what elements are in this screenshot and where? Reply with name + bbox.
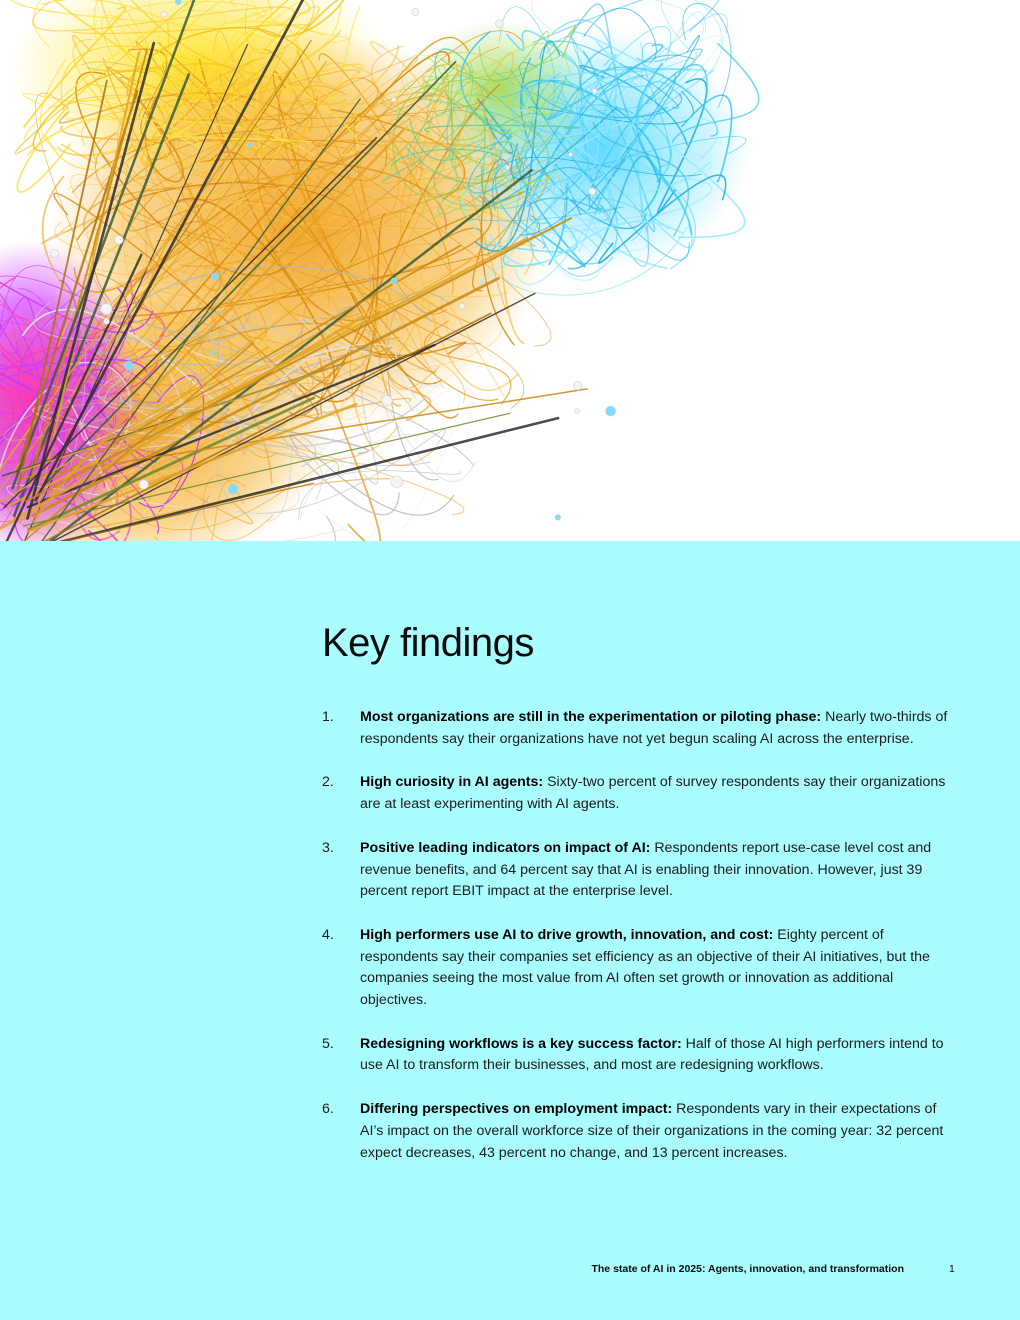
finding-lead: Differing perspectives on employment impact:: [360, 1101, 677, 1118]
finding-body: Eighty percent of respondents say their companies set efficiency as an objective of their AI initiatives, but the companies seeing the most value from AI often set growth or innovation as additional objectives.: [360, 926, 930, 1009]
finding-body: Respondents vary in their expectations of AI’s impact on the overall workforce size of their organizations in the coming year: 32 percent expect decreases, 43 percent no change, and 13 percent increases.: [360, 1101, 944, 1161]
finding-lead: High performers use AI to drive growth, innovation, and cost:: [360, 926, 778, 943]
finding-item: [322, 1099, 952, 1164]
finding-lead: Positive leading indicators on impact of AI:: [360, 839, 655, 856]
finding-item: [322, 925, 952, 1012]
key-findings-panel: [0, 541, 1020, 1320]
finding-number: 5.: [322, 1035, 334, 1052]
finding-item: [322, 838, 952, 903]
finding-lead: Redesigning workflows is a key success factor:: [360, 1035, 686, 1052]
finding-number: 6.: [322, 1101, 334, 1118]
finding-body: Nearly two-thirds of respondents say their organizations have not yet begun scaling AI across the enterprise.: [360, 709, 948, 747]
finding-number: 3.: [322, 839, 334, 856]
finding-body: Half of those AI high performers intend to use AI to transform their businesses, and most are redesigning workflows.: [360, 1035, 944, 1074]
finding-number: 4.: [322, 926, 334, 943]
finding-lead: High curiosity in AI agents:: [360, 774, 548, 791]
finding-item: [322, 772, 952, 815]
page-number: 1: [949, 1263, 955, 1275]
finding-lead: Most organizations are still in the experimentation or piloting phase:: [360, 709, 826, 725]
hero-illustration: [0, 0, 1020, 541]
page-title: Key findings: [322, 621, 534, 665]
finding-body: Sixty-two percent of survey respondents say their organizations are at least experimenting with AI agents.: [360, 774, 946, 813]
finding-item: [322, 707, 952, 750]
finding-number: 1.: [322, 709, 334, 725]
finding-number: 2.: [322, 774, 334, 791]
fiber-burst-image: [0, 0, 1020, 541]
finding-item: [322, 1034, 952, 1077]
finding-body: Respondents report use-case level cost and revenue benefits, and 64 percent say that AI is enabling their innovation. However, just 39 percent report EBIT impact at the enterprise level.: [360, 839, 932, 900]
footer-report-title: The state of AI in 2025: Agents, innovation, and transformation: [591, 1263, 904, 1275]
findings-list: [322, 707, 952, 1186]
